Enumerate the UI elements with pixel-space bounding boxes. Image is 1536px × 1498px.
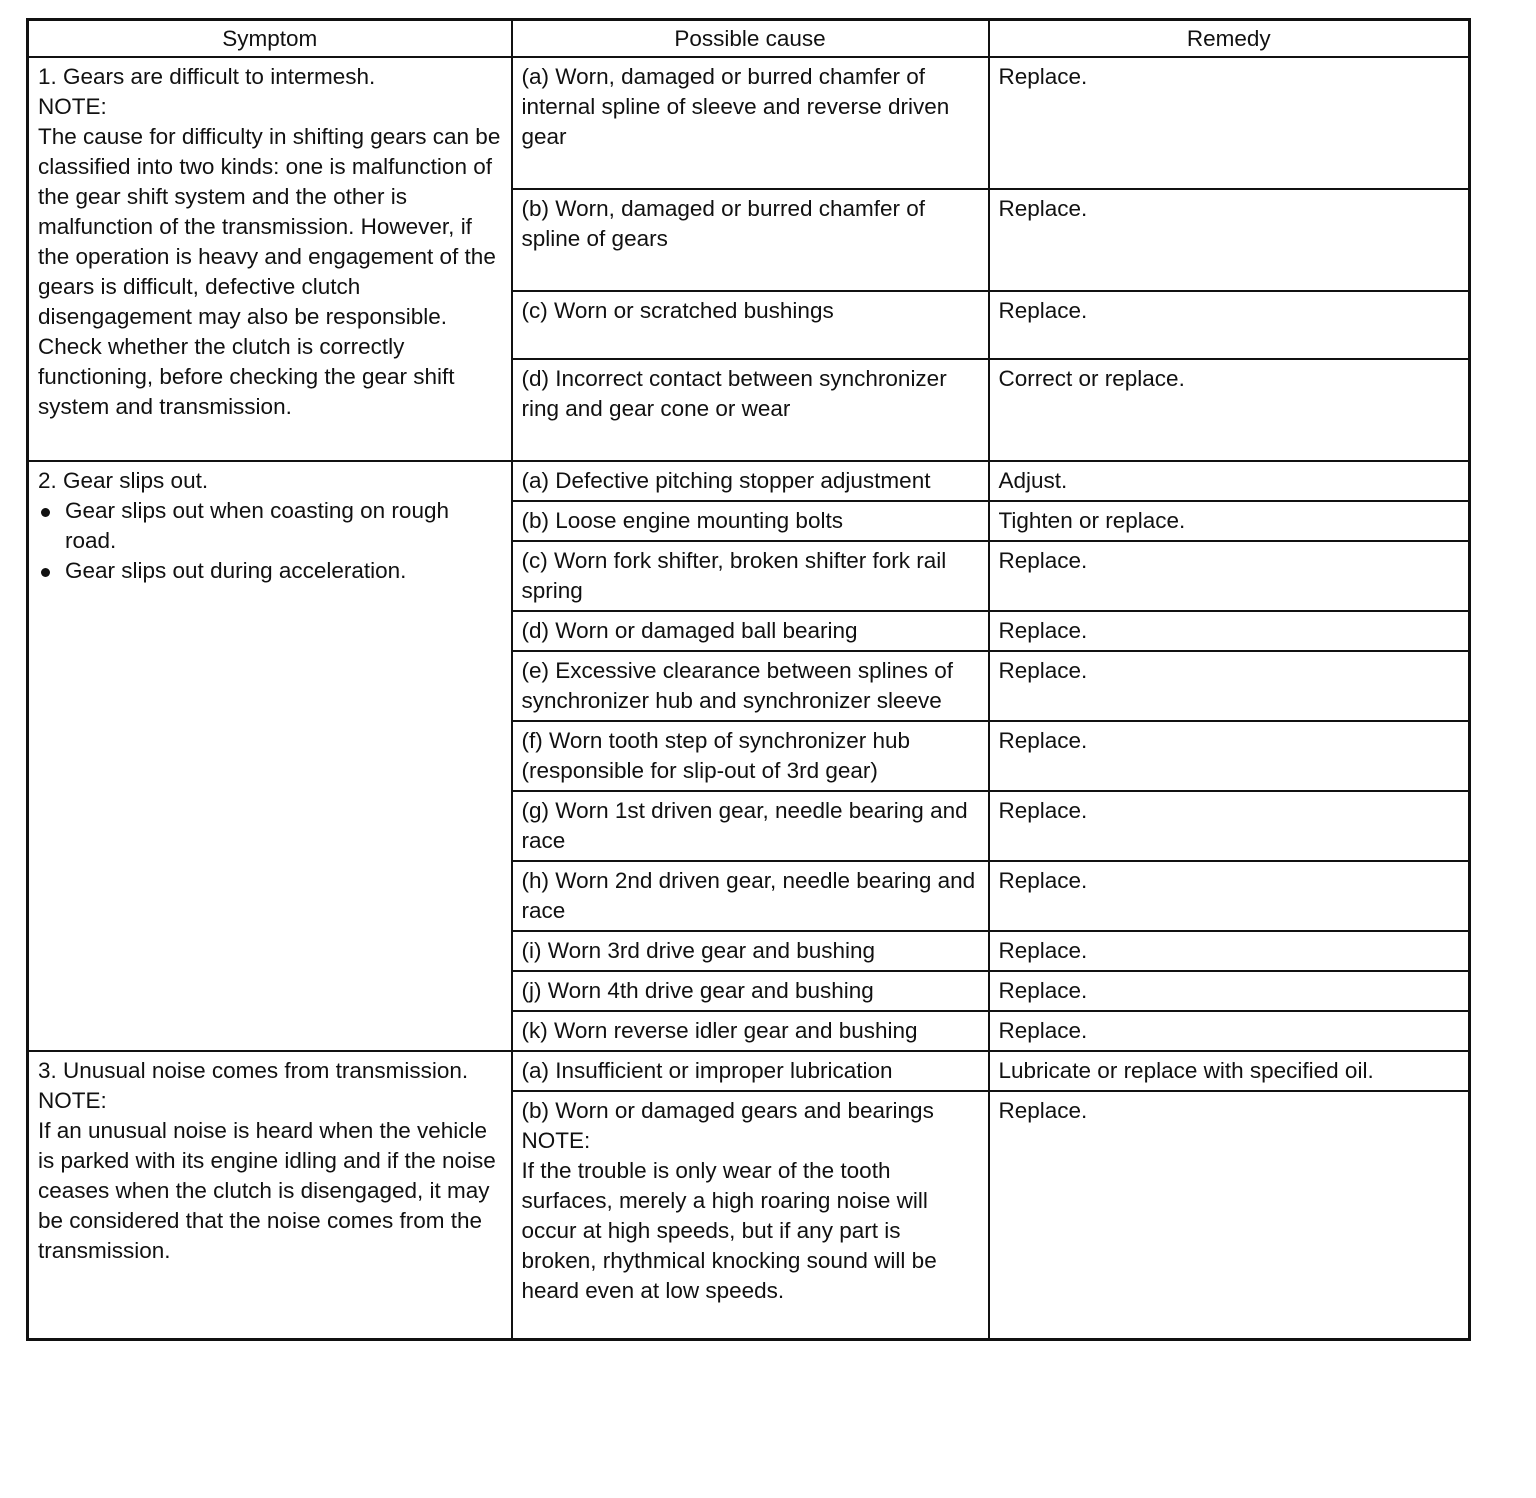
cause-text: (b) Worn or damaged gears and bearings [521, 1098, 934, 1123]
table-row [28, 57, 1470, 189]
table-body [28, 57, 1470, 1340]
cause-cell: (c) Worn or scratched bushings [512, 291, 989, 359]
header-row [28, 20, 1470, 58]
remedy-cell: Replace. [989, 1091, 1470, 1340]
table-row [28, 1051, 1470, 1091]
troubleshooting-table [26, 18, 1471, 1341]
table-header [28, 20, 1470, 58]
remedy-cell: Replace. [989, 651, 1470, 721]
bullet-icon [41, 568, 50, 577]
note-text: The cause for difficulty in shifting gears can be classified into two kinds: one is malfunction of the gear shift system and the other is malfunction of the transmission. However, if the operation is heavy and engagement of the gears is difficult, defective clutch disengagement may also be responsible. Check whether the clutch is correctly functioning, before checking the gear shift system and transmission. [38, 124, 501, 419]
symptom-cell [28, 461, 512, 1051]
bullet-item [38, 496, 502, 556]
bullet-item [38, 556, 502, 586]
bullet-text: Gear slips out during acceleration. [65, 558, 407, 583]
remedy-cell: Replace. [989, 721, 1470, 791]
symptom-cell [28, 1051, 512, 1340]
cause-cell: (f) Worn tooth step of synchronizer hub (responsible for slip-out of 3rd gear) [512, 721, 989, 791]
remedy-cell: Replace. [989, 57, 1470, 189]
symptom-column-header: Symptom [28, 20, 512, 58]
note-text: If the trouble is only wear of the tooth surfaces, merely a high roaring noise will occur at high speeds, but if any part is broken, rhythmical knocking sound will be heard even at low speeds. [521, 1158, 937, 1303]
cause-cell: (e) Excessive clearance between splines of synchronizer hub and synchronizer sleeve [512, 651, 989, 721]
symptom-cell [28, 57, 512, 461]
table-row [28, 461, 1470, 501]
note-label: NOTE: [38, 1088, 107, 1113]
cause-cell: (j) Worn 4th drive gear and bushing [512, 971, 989, 1011]
remedy-cell: Adjust. [989, 461, 1470, 501]
cause-cell: (k) Worn reverse idler gear and bushing [512, 1011, 989, 1051]
note-label: NOTE: [38, 94, 107, 119]
cause-cell: (b) Loose engine mounting bolts [512, 501, 989, 541]
cause-cell: (i) Worn 3rd drive gear and bushing [512, 931, 989, 971]
symptom-title: 2. Gear slips out. [38, 468, 209, 493]
cause-cell: (a) Worn, damaged or burred chamfer of internal spline of sleeve and reverse driven gear [512, 57, 989, 189]
cause-cell: (h) Worn 2nd driven gear, needle bearing and race [512, 861, 989, 931]
bullet-icon [41, 508, 50, 517]
remedy-cell: Replace. [989, 189, 1470, 291]
remedy-cell: Replace. [989, 971, 1470, 1011]
cause-cell: (b) Worn, damaged or burred chamfer of spline of gears [512, 189, 989, 291]
cause-cell: (a) Insufficient or improper lubrication [512, 1051, 989, 1091]
remedy-cell: Replace. [989, 1011, 1470, 1051]
remedy-cell: Replace. [989, 541, 1470, 611]
remedy-cell: Tighten or replace. [989, 501, 1470, 541]
cause-cell: (d) Incorrect contact between synchronizer ring and gear cone or wear [512, 359, 989, 461]
cause-cell: (a) Defective pitching stopper adjustment [512, 461, 989, 501]
note-label: NOTE: [521, 1128, 591, 1153]
cause-column-header: Possible cause [512, 20, 989, 58]
symptom-title: 1. Gears are difficult to intermesh. [38, 64, 376, 89]
cause-cell: (g) Worn 1st driven gear, needle bearing and race [512, 791, 989, 861]
remedy-cell: Lubricate or replace with specified oil. [989, 1051, 1470, 1091]
bullet-text: Gear slips out when coasting on rough road. [65, 498, 449, 553]
remedy-cell: Replace. [989, 291, 1470, 359]
cause-cell: (c) Worn fork shifter, broken shifter fork rail spring [512, 541, 989, 611]
symptom-title: 3. Unusual noise comes from transmission. [38, 1058, 469, 1083]
remedy-cell: Correct or replace. [989, 359, 1470, 461]
cause-cell: (d) Worn or damaged ball bearing [512, 611, 989, 651]
cause-cell [512, 1091, 989, 1340]
remedy-column-header: Remedy [989, 20, 1470, 58]
note-text: If an unusual noise is heard when the vehicle is parked with its engine idling and if the noise ceases when the clutch is disengaged, it may be considered that the noise comes from the transmission. [38, 1118, 496, 1263]
remedy-cell: Replace. [989, 931, 1470, 971]
remedy-cell: Replace. [989, 611, 1470, 651]
remedy-cell: Replace. [989, 861, 1470, 931]
remedy-cell: Replace. [989, 791, 1470, 861]
